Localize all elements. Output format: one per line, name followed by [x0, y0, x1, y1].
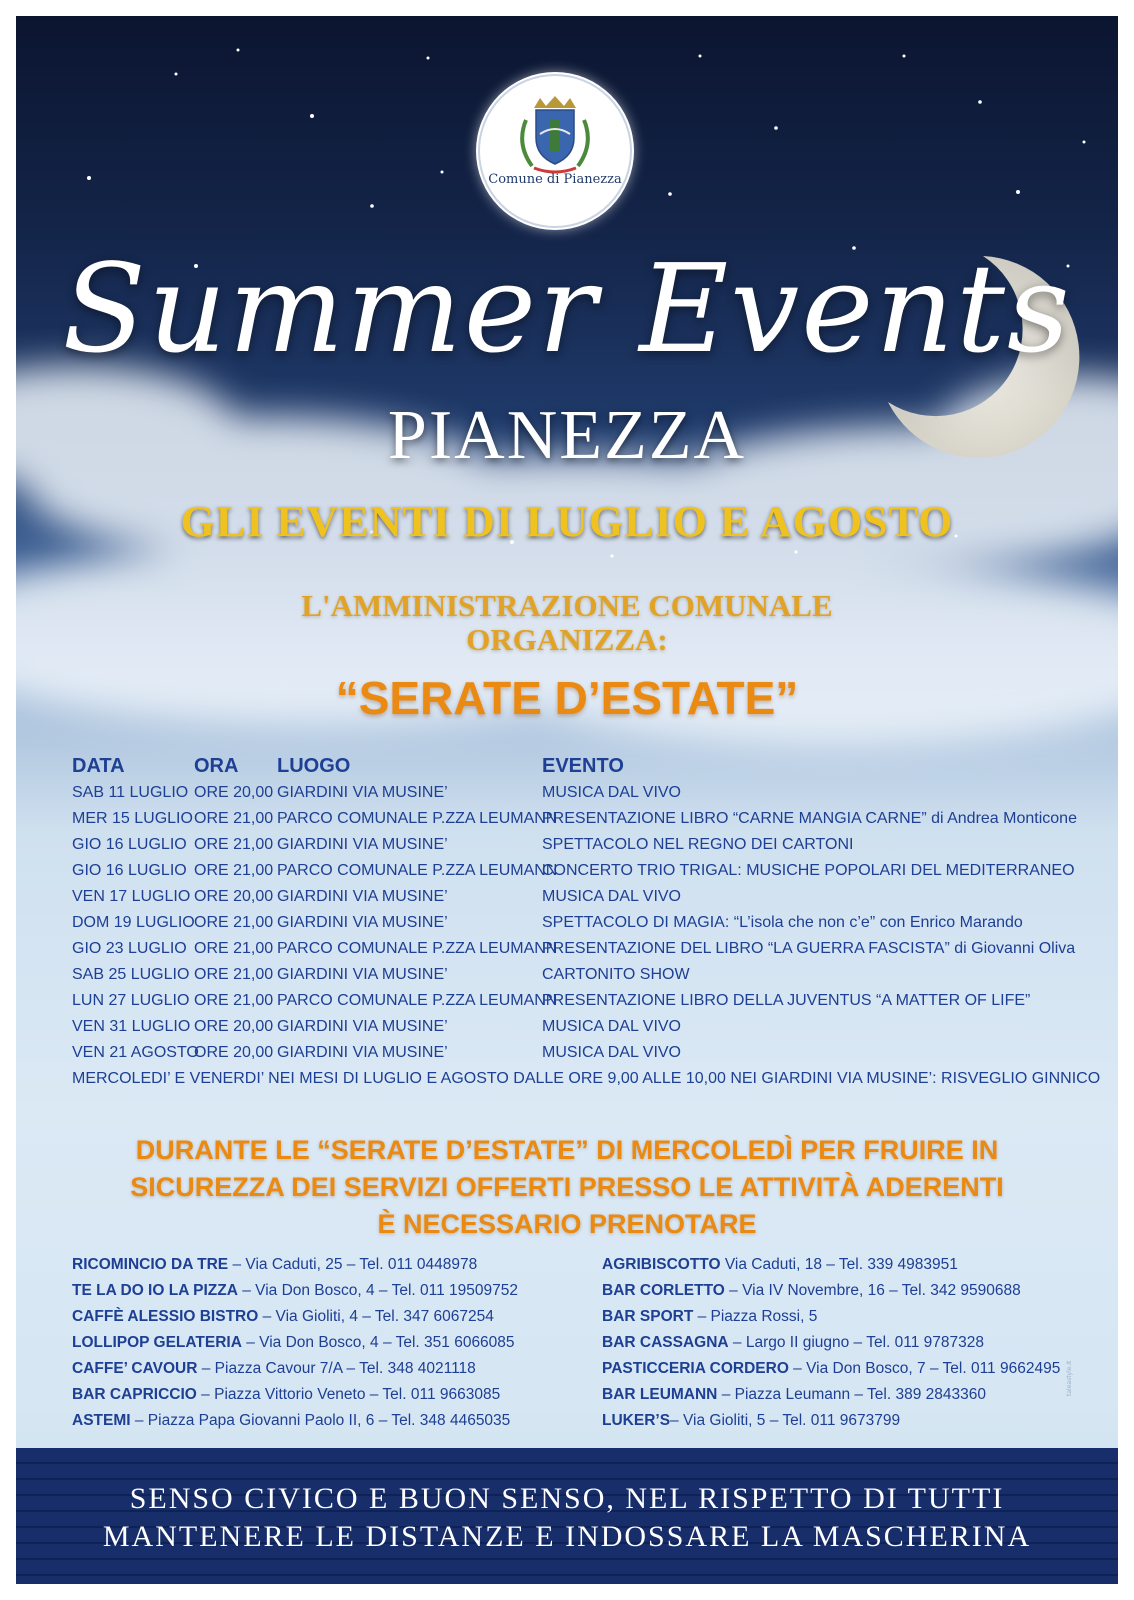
venue-info: – Via IV Novembre, 16 – Tel. 342 9590688 [724, 1282, 1021, 1299]
poster [16, 16, 1118, 1584]
row-time: ORE 20,00 [194, 1018, 274, 1035]
row-time: ORE 20,00 [194, 1044, 274, 1061]
venue-item [72, 1252, 592, 1278]
organizer-block [16, 589, 1118, 657]
venue-info: – Piazza Cavour 7/A – Tel. 348 4021118 [197, 1360, 476, 1377]
column-event: EVENTO [542, 755, 624, 777]
footer-line-1: SENSO CIVICO E BUON SENSO, NEL RISPETTO DI TUTTI [129, 1482, 1005, 1515]
venue-item [602, 1278, 1112, 1304]
row-time: ORE 21,00 [194, 862, 274, 879]
schedule-row [72, 962, 1092, 988]
venue-item [602, 1356, 1112, 1382]
schedule-header [72, 752, 1092, 780]
footer-banner [16, 1448, 1118, 1584]
venue-name: ASTEMI [72, 1412, 131, 1429]
row-place: GIARDINI VIA MUSINE’ [277, 914, 448, 931]
venue-item [72, 1356, 592, 1382]
venue-name: TE LA DO IO LA PIZZA [72, 1282, 238, 1299]
venue-item [602, 1252, 1112, 1278]
schedule-row [72, 988, 1092, 1014]
row-place: GIARDINI VIA MUSINE’ [277, 836, 448, 853]
program-title: “SERATE D’ESTATE” [335, 672, 799, 724]
row-place: GIARDINI VIA MUSINE’ [277, 1018, 448, 1035]
schedule-row [72, 806, 1092, 832]
row-date: LUN 27 LUGLIO [72, 992, 190, 1009]
venue-info: Via Caduti, 18 – Tel. 339 4983951 [720, 1256, 958, 1273]
venue-name: LUKER’S [602, 1412, 671, 1429]
row-date: DOM 19 LUGLIO [72, 914, 195, 931]
schedule-row [72, 910, 1092, 936]
schedule-table [72, 752, 1101, 1092]
schedule-row [72, 1014, 1092, 1040]
row-place: GIARDINI VIA MUSINE’ [277, 1044, 448, 1061]
row-date: GIO 16 LUGLIO [72, 862, 187, 879]
row-event: PRESENTAZIONE LIBRO “CARNE MANGIA CARNE” di Andrea Monticone [542, 810, 1077, 827]
organizer-line-1: L'AMMINISTRAZIONE COMUNALE [301, 588, 833, 623]
schedule-note: MERCOLEDI’ E VENERDI’ NEI MESI DI LUGLIO E AGOSTO DALLE ORE 9,00 ALLE 10,00 NEI GIARDINI VIA MUSINE’: RISVEGLIO GINNICO [72, 1070, 1101, 1087]
designer-credit: taleastyle.it [1066, 1360, 1073, 1396]
venues-list-left [72, 1252, 592, 1434]
venue-info: – Piazza Leumann – Tel. 389 2843360 [717, 1386, 986, 1403]
notice-line-1: DURANTE LE “SERATE D’ESTATE” DI MERCOLEDÌ PER FRUIRE IN [135, 1135, 999, 1165]
schedule-row [72, 1040, 1092, 1066]
schedule-row [72, 936, 1092, 962]
row-place: PARCO COMUNALE P.ZZA LEUMANN [277, 940, 558, 957]
venues-list-right [602, 1252, 1112, 1434]
notice-line-3: È NECESSARIO PRENOTARE [377, 1209, 757, 1239]
venue-name: LOLLIPOP GELATERIA [72, 1334, 242, 1351]
row-time: ORE 20,00 [194, 784, 274, 801]
venue-info: – Via Don Bosco, 4 – Tel. 011 19509752 [237, 1282, 518, 1299]
column-date: DATA [72, 755, 125, 777]
venue-name: PASTICCERIA CORDERO [602, 1360, 789, 1377]
row-event: SPETTACOLO DI MAGIA: “L’isola che non c’e” con Enrico Marando [542, 914, 1023, 931]
row-time: ORE 21,00 [194, 992, 274, 1009]
footer-message [16, 1448, 1118, 1556]
venue-name: BAR SPORT [602, 1308, 694, 1325]
organizer-line-2: ORGANIZZA: [466, 622, 668, 657]
venue-item [72, 1330, 592, 1356]
row-date: VEN 21 AGOSTO [72, 1044, 199, 1061]
venue-info: – Via Don Bosco, 4 – Tel. 351 6066085 [241, 1334, 515, 1351]
venue-name: CAFFE’ CAVOUR [72, 1360, 198, 1377]
row-place: PARCO COMUNALE P.ZZA LEUMANN [277, 992, 558, 1009]
emblem-caption: Comune di Pianezza [488, 172, 622, 187]
row-event: SPETTACOLO NEL REGNO DEI CARTONI [542, 836, 854, 853]
headline: GLI EVENTI DI LUGLIO E AGOSTO [180, 497, 954, 546]
column-time: ORA [194, 755, 239, 777]
venue-item [602, 1330, 1112, 1356]
row-place: GIARDINI VIA MUSINE’ [277, 888, 448, 905]
row-event: CONCERTO TRIO TRIGAL: MUSICHE POPOLARI DEL MEDITERRANEO [542, 862, 1075, 879]
comune-emblem [476, 72, 634, 230]
event-title: Summer Events [62, 238, 1072, 380]
venue-info: – Largo II giugno – Tel. 011 9787328 [728, 1334, 984, 1351]
venue-name: RICOMINCIO DA TRE [72, 1256, 229, 1273]
row-date: MER 15 LUGLIO [72, 810, 193, 827]
venue-info: – Via Gioliti, 5 – Tel. 011 9673799 [670, 1412, 901, 1429]
venue-name: BAR CORLETTO [602, 1282, 725, 1299]
venue-name: CAFFÈ ALESSIO BISTRO [72, 1308, 259, 1325]
venue-info: – Via Don Bosco, 7 – Tel. 011 9662495 [788, 1360, 1061, 1377]
schedule-row [72, 884, 1092, 910]
row-time: ORE 21,00 [194, 940, 274, 957]
row-place: PARCO COMUNALE P.ZZA LEUMANN [277, 862, 558, 879]
footer-line-2: MANTENERE LE DISTANZE E INDOSSARE LA MASCHERINA [102, 1520, 1032, 1553]
venue-item [602, 1304, 1112, 1330]
row-place: PARCO COMUNALE P.ZZA LEUMANN [277, 810, 558, 827]
schedule-row [72, 832, 1092, 858]
venue-item [602, 1382, 1112, 1408]
venue-item [602, 1408, 1112, 1434]
row-time: ORE 21,00 [194, 810, 274, 827]
venue-info: – Piazza Rossi, 5 [693, 1308, 818, 1325]
schedule-row [72, 858, 1092, 884]
row-date: GIO 16 LUGLIO [72, 836, 187, 853]
row-date: SAB 11 LUGLIO [72, 784, 189, 801]
venue-info: – Via Gioliti, 4 – Tel. 347 6067254 [258, 1308, 494, 1325]
row-event: MUSICA DAL VIVO [542, 888, 681, 905]
row-place: GIARDINI VIA MUSINE’ [277, 966, 448, 983]
row-event: PRESENTAZIONE DEL LIBRO “LA GUERRA FASCISTA” di Giovanni Oliva [542, 940, 1076, 957]
booking-notice [16, 1132, 1118, 1243]
row-event: MUSICA DAL VIVO [542, 784, 681, 801]
row-time: ORE 21,00 [194, 914, 274, 931]
venue-info: – Piazza Vittorio Veneto – Tel. 011 9663085 [196, 1386, 501, 1403]
row-event: MUSICA DAL VIVO [542, 1044, 681, 1061]
row-date: GIO 23 LUGLIO [72, 940, 187, 957]
row-place: GIARDINI VIA MUSINE’ [277, 784, 448, 801]
row-event: MUSICA DAL VIVO [542, 1018, 681, 1035]
venue-item [72, 1408, 592, 1434]
venue-item [72, 1382, 592, 1408]
notice-line-2: SICUREZZA DEI SERVIZI OFFERTI PRESSO LE ATTIVITÀ ADERENTI [130, 1172, 1004, 1202]
venue-info: – Piazza Papa Giovanni Paolo II, 6 – Tel. 348 4465035 [130, 1412, 511, 1429]
venue-name: BAR CAPRICCIO [72, 1386, 197, 1403]
venue-name: BAR CASSAGNA [602, 1334, 729, 1351]
row-date: VEN 17 LUGLIO [72, 888, 191, 905]
venue-info: – Via Caduti, 25 – Tel. 011 0448978 [228, 1256, 478, 1273]
column-place: LUOGO [277, 755, 351, 777]
venue-name: AGRIBISCOTTO [602, 1256, 721, 1273]
venue-item [72, 1278, 592, 1304]
row-event: CARTONITO SHOW [542, 966, 690, 983]
venue-item [72, 1304, 592, 1330]
row-date: SAB 25 LUGLIO [72, 966, 190, 983]
town-name: PIANEZZA [387, 397, 747, 474]
schedule-row [72, 780, 1092, 806]
row-time: ORE 20,00 [194, 888, 274, 905]
row-time: ORE 21,00 [194, 966, 274, 983]
row-date: VEN 31 LUGLIO [72, 1018, 191, 1035]
venue-name: BAR LEUMANN [602, 1386, 718, 1403]
coat-of-arms-icon [476, 72, 634, 230]
row-time: ORE 21,00 [194, 836, 274, 853]
row-event: PRESENTAZIONE LIBRO DELLA JUVENTUS “A MATTER OF LIFE” [542, 992, 1031, 1009]
